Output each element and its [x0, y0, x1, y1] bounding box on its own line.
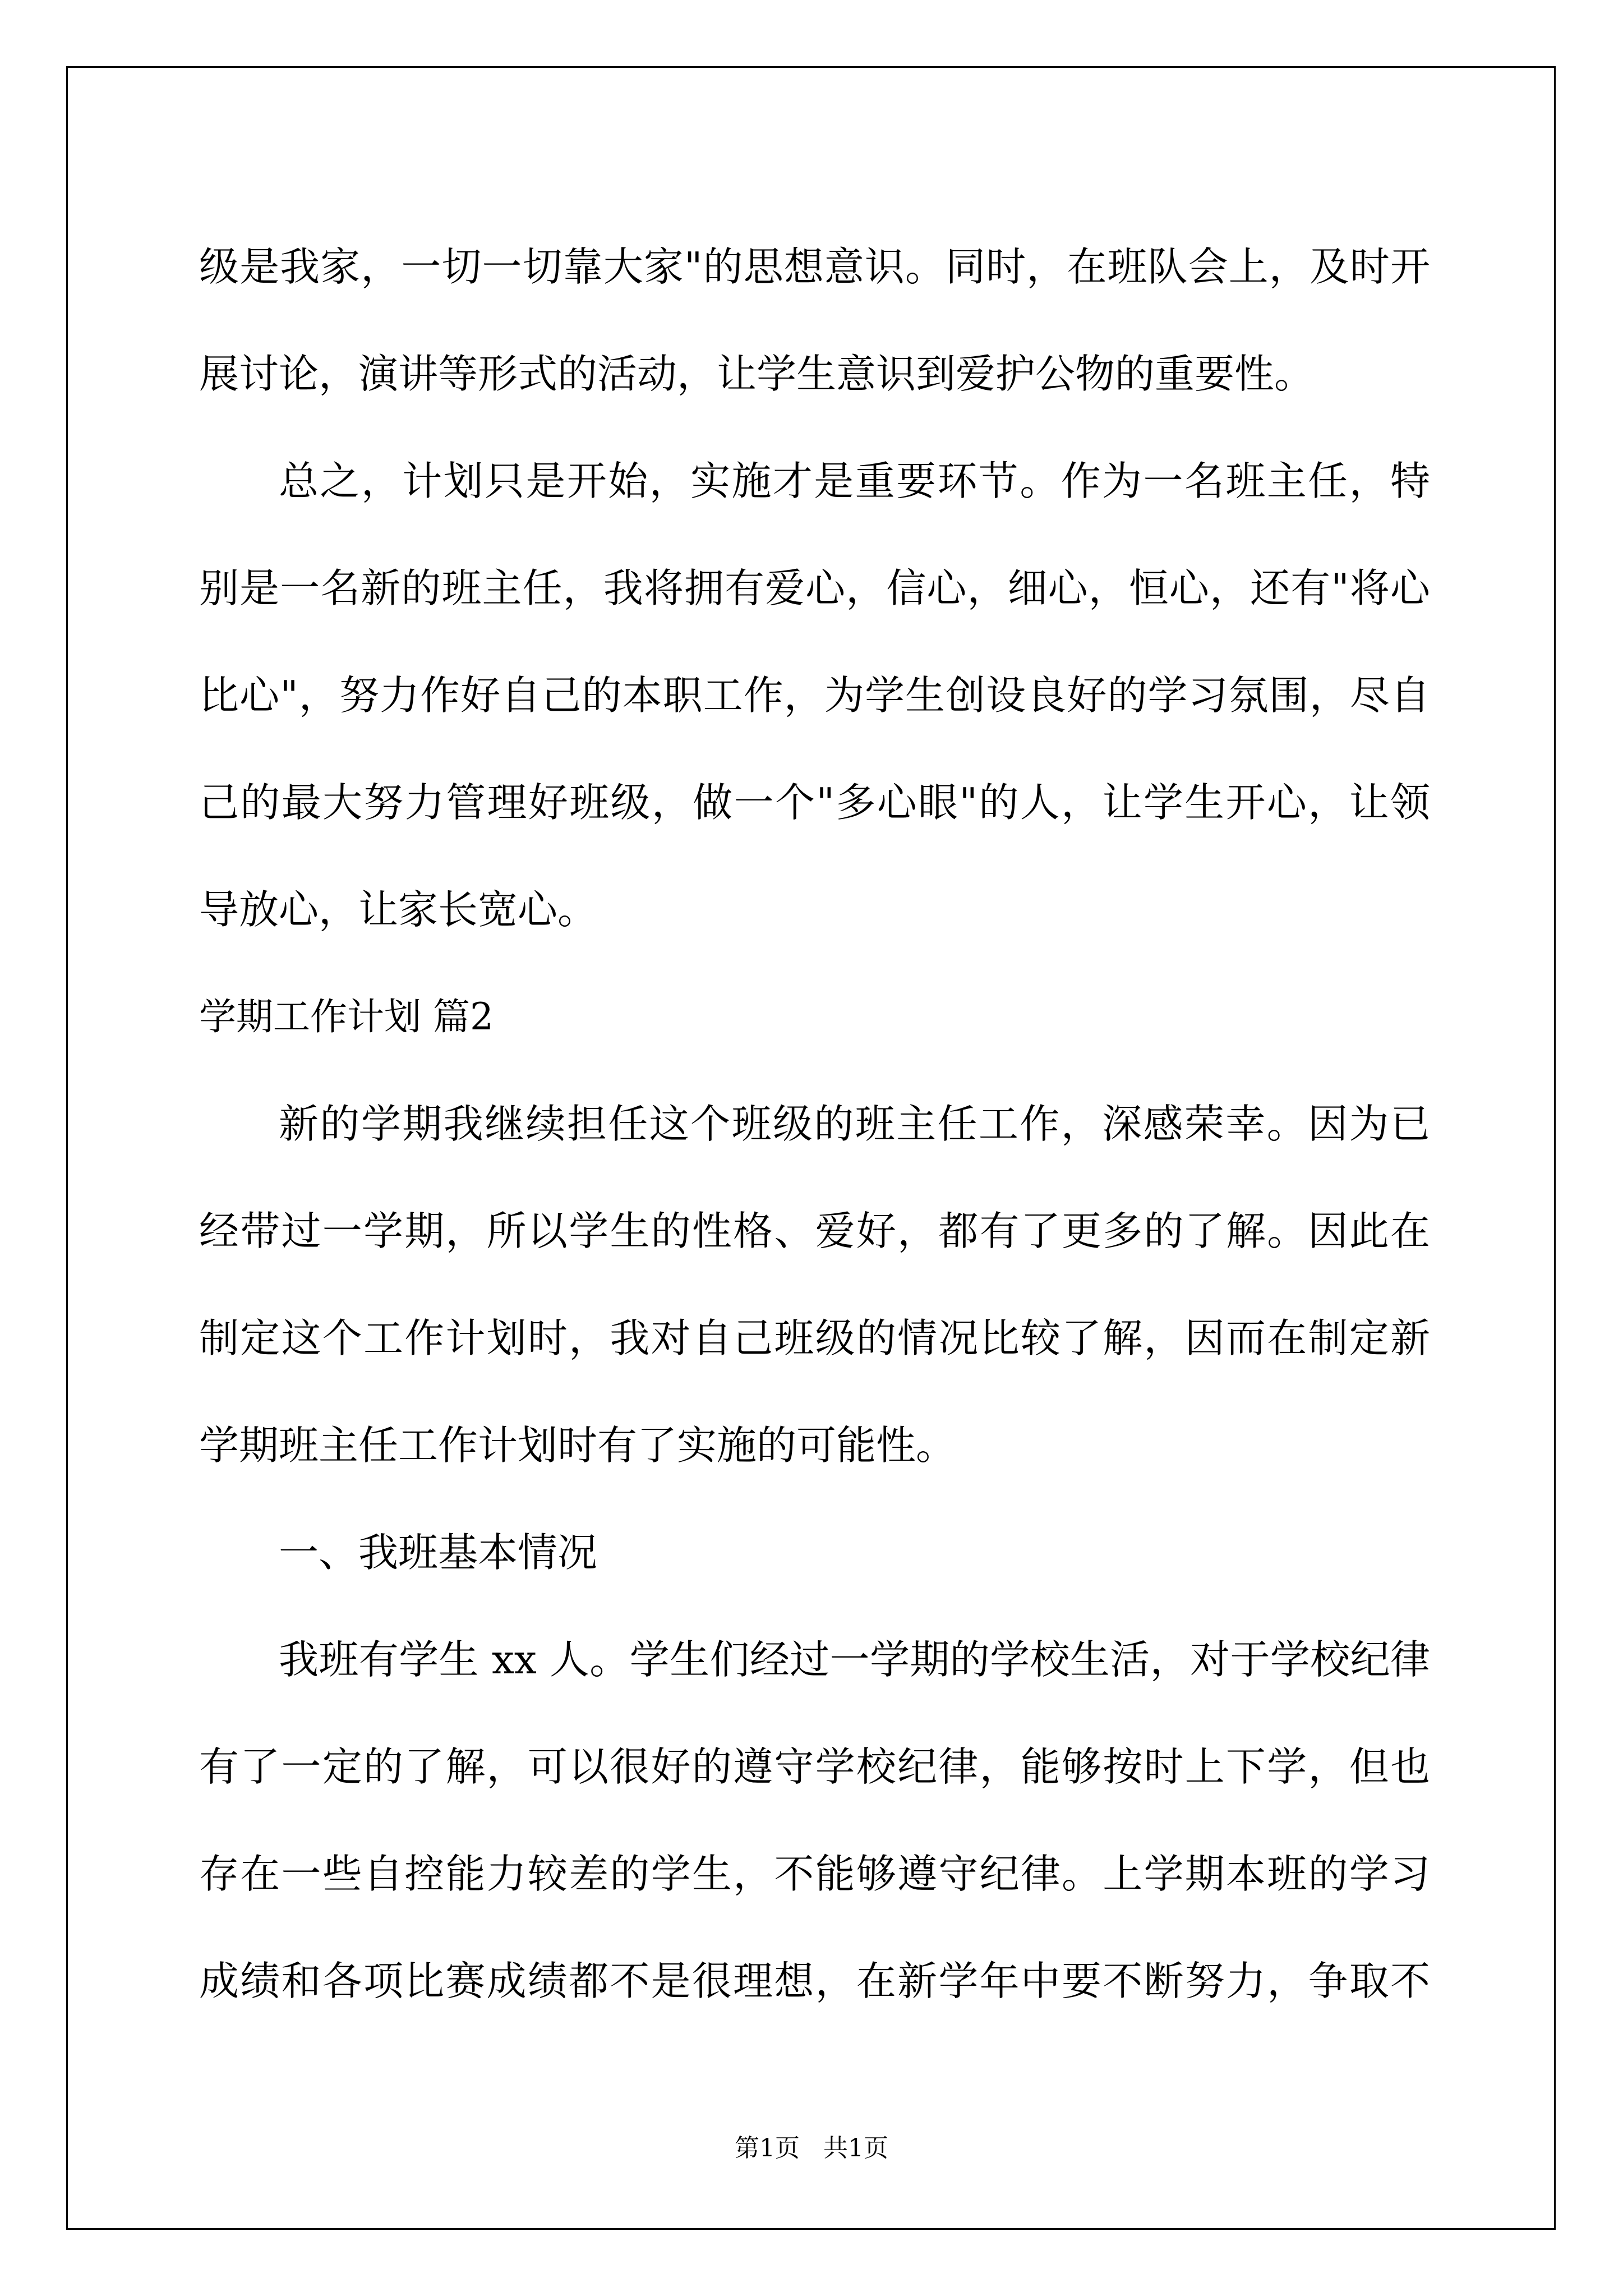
text-line: 成绩和各项比赛成绩都不是很理想，在新学年中要不断努力，争取不 — [199, 1958, 1430, 2004]
text-line: 有了一定的了解，可以很好的遵守学校纪律，能够按时上下学，但也 — [199, 1743, 1430, 1790]
document-body — [199, 213, 1430, 2035]
text-line: 别是一名新的班主任，我将拥有爱心，信心，细心，恒心，还有"将心 — [199, 565, 1430, 611]
text-line: 制定这个工作计划时，我对自己班级的情况比较了解，因而在制定新 — [199, 1315, 1430, 1361]
text-line: 导放心，让家长宽心。 — [199, 886, 598, 933]
text-line: 新的学期我继续担任这个班级的班主任工作，深感荣幸。因为已 — [279, 1101, 1430, 1147]
section-heading: 学期工作计划 篇2 — [199, 995, 494, 1038]
text-line: 展讨论，演讲等形式的活动，让学生意识到爱护公物的重要性。 — [199, 351, 1315, 397]
text-line: 己的最大努力管理好班级，做一个"多心眼"的人，让学生开心，让领 — [199, 779, 1430, 826]
text-line: 经带过一学期，所以学生的性格、爱好，都有了更多的了解。因此在 — [199, 1208, 1430, 1254]
text-line: 我班有学生 xx 人。学生们经过一学期的学校生活，对于学校纪律 — [279, 1636, 1430, 1683]
text-line: 总之，计划只是开始，实施才是重要环节。作为一名班主任，特 — [279, 458, 1430, 504]
subsection-title: 一、我班基本情况 — [279, 1529, 598, 1576]
text-line: 学期班主任工作计划时有了实施的可能性。 — [199, 1422, 956, 1469]
text-line: 级是我家，一切一切靠大家"的思想意识。同时，在班队会上，及时开 — [199, 243, 1430, 290]
page-footer: 第1页 共1页 — [735, 2134, 888, 2162]
text-line: 比心"，努力作好自己的本职工作，为学生创设良好的学习氛围，尽自 — [199, 672, 1430, 719]
text-line: 存在一些自控能力较差的学生，不能够遵守纪律。上学期本班的学习 — [199, 1851, 1430, 1897]
